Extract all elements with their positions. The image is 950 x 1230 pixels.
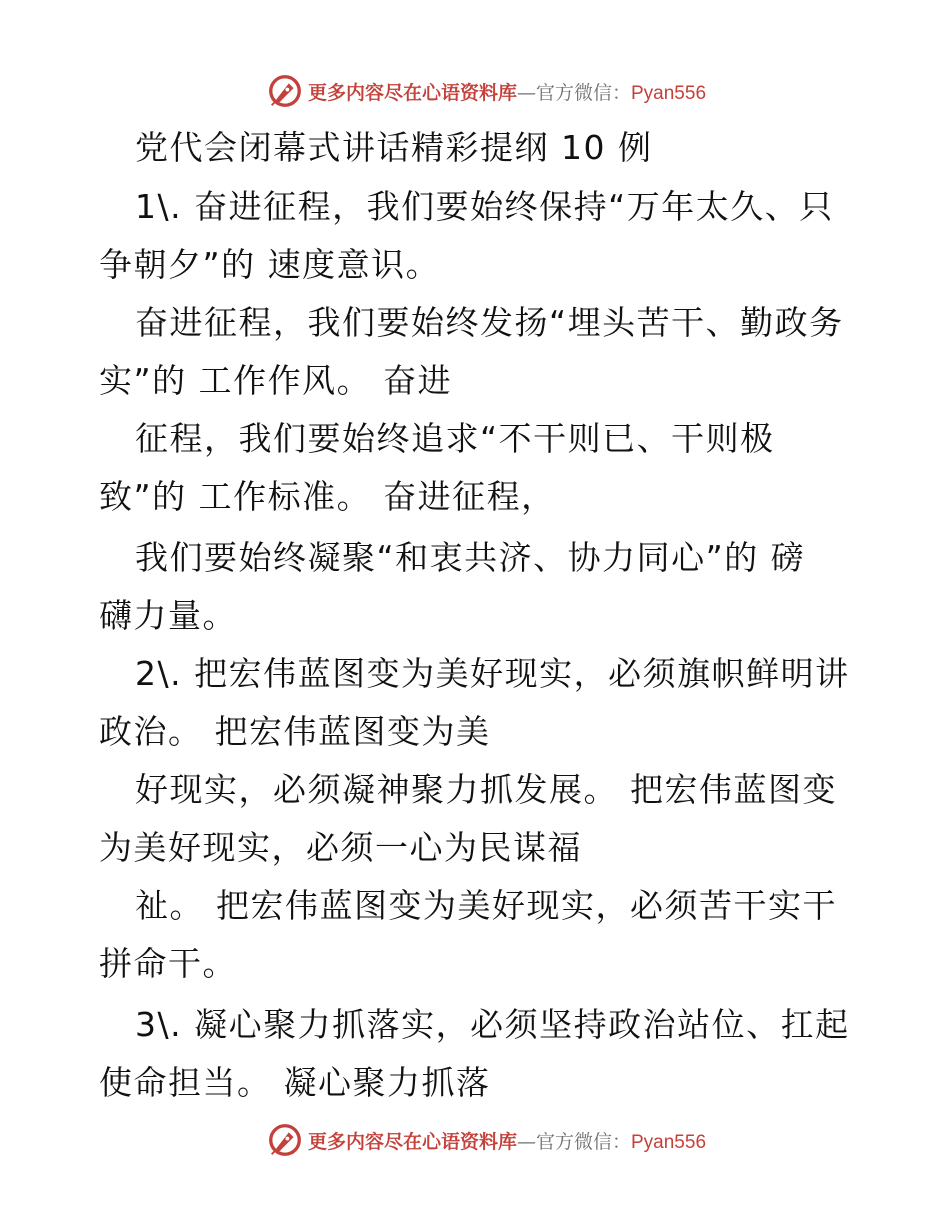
body-line: 征程，我们要始终追求“不干则已、干则极 [135,419,775,458]
header-banner-text [308,78,706,105]
body-line: 拼命干。 [99,944,237,983]
body-line: 我们要始终凝聚“和衷共济、协力同心”的 磅 [135,538,806,577]
body-line: 使命担当。 凝心聚力抓落 [99,1063,491,1102]
footer-banner-site: 更多内容尽在心语资料库 [307,1130,517,1153]
header-banner-wechat-label: —官方微信： [516,81,631,104]
body-line: 2\. 把宏伟蓝图变为美好现实，必须旗帜鲜明讲 [135,654,850,693]
pen-nib-logo-icon [266,72,304,110]
body-line: 为美好现实，必须一心为民谋福 [99,828,582,867]
header-banner-inner [266,72,706,110]
body-line: 实”的 工作作风。 奋进 [99,361,453,400]
document-title: 党代会闭幕式讲话精彩提纲 10 例 [135,128,653,167]
body-line: 祉。 把宏伟蓝图变为美好现实，必须苦干实干 [135,886,837,925]
body-line: 政治。 把宏伟蓝图变为美 [99,712,491,751]
body-line: 致”的 工作标准。 奋进征程， [99,477,556,516]
pen-nib-logo-icon [266,1121,304,1159]
header-banner-wechat-id: Pyan556 [631,82,707,104]
body-line: 3\. 凝心聚力抓落实，必须坚持政治站位、扛起 [135,1005,850,1044]
footer-banner-wechat-label: —官方微信： [516,1130,631,1153]
body-line: 争朝夕”的 速度意识。 [99,245,441,284]
body-line: 1\. 奋进征程，我们要始终保持“万年太久、只 [135,187,834,226]
footer-banner-wechat-id: Pyan556 [631,1131,707,1153]
footer-banner [0,1120,950,1160]
footer-banner-inner [266,1121,706,1159]
header-banner-site: 更多内容尽在心语资料库 [307,81,517,104]
body-line: 奋进征程，我们要始终发扬“埋头苦干、勤政务 [135,303,844,342]
header-banner [0,71,950,111]
body-line: 礴力量。 [99,596,237,635]
footer-banner-text [308,1127,706,1154]
body-line: 好现实，必须凝神聚力抓发展。 把宏伟蓝图变 [135,770,837,809]
